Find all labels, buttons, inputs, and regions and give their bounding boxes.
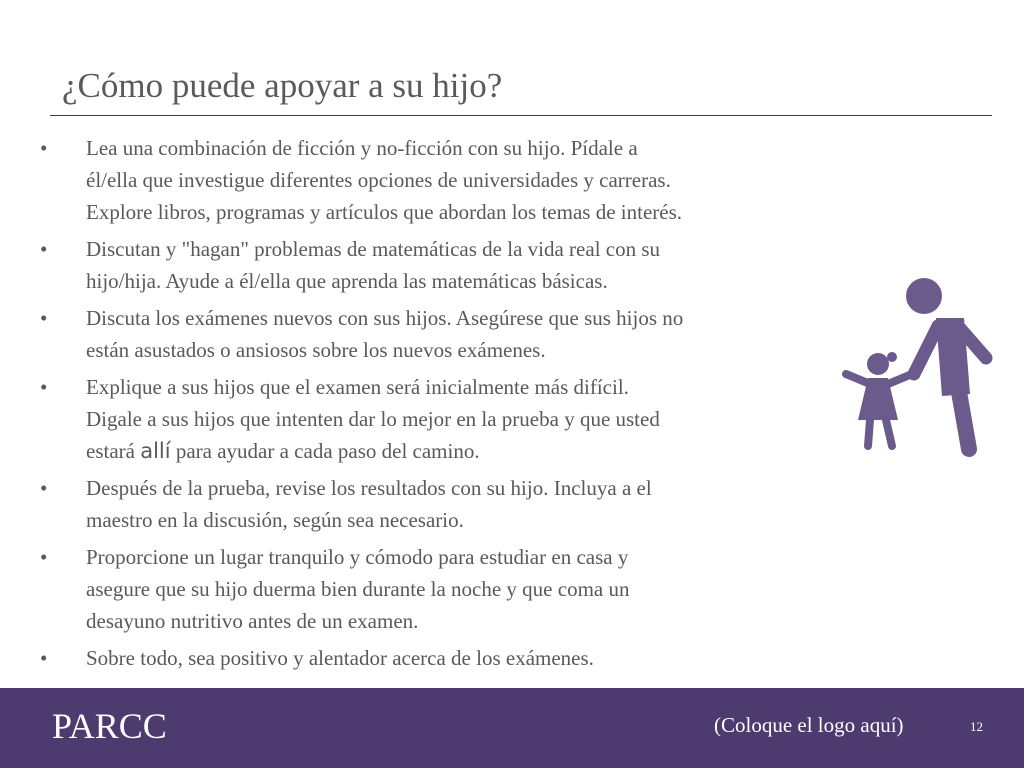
bullet-marker: • [40, 306, 48, 330]
bullet-line: asegure que su hijo duerma bien durante la noche y que coma un [86, 577, 630, 601]
bullet-line: Digale a sus hijos que intenten dar lo mejor en la prueba y que usted [86, 407, 660, 431]
bullet-line: Discuta los exámenes nuevos con sus hijos. Asegúrese que sus hijos no [86, 306, 684, 330]
bullet-line: hijo/hija. Ayude a él/ella que aprenda las matemáticas básicas. [86, 269, 608, 293]
bullet-line: Lea una combinación de ficción y no-ficción con su hijo. Pídale a [86, 136, 638, 160]
bullet-emphasis-word: allí [140, 439, 171, 463]
bullet-text-segment: estará [86, 439, 141, 463]
logo-placeholder-text: (Coloque el logo aquí) [714, 713, 904, 737]
bullet-item [40, 371, 830, 467]
bullet-line: desayuno nutritivo antes de un examen. [86, 609, 419, 633]
bullet-marker: • [40, 237, 48, 261]
bullet-item [40, 302, 830, 366]
bullet-list [40, 132, 830, 679]
bullet-line: Después de la prueba, revise los resultados con su hijo. Incluya a el [86, 476, 652, 500]
bullet-item [40, 132, 830, 228]
bullet-item [40, 233, 830, 297]
bullet-line: maestro en la discusión, según sea necesario. [86, 508, 464, 532]
bullet-line: él/ella que investigue diferentes opciones de universidades y carreras. [86, 168, 671, 192]
bullet-marker: • [40, 646, 48, 670]
bullet-marker: • [40, 136, 48, 160]
bullet-text-segment: para ayudar a cada paso del camino. [170, 439, 480, 463]
parcc-logo: PARCC [52, 706, 167, 746]
bullet-marker: • [40, 545, 48, 569]
slide-title: ¿Cómo puede apoyar a su hijo? [62, 66, 503, 105]
bullet-line: Discutan y "hagan" problemas de matemáticas de la vida real con su [86, 237, 661, 261]
bullet-item [40, 472, 830, 536]
bullet-item [40, 642, 830, 674]
bullet-line: están asustados o ansiosos sobre los nuevos exámenes. [86, 338, 546, 362]
bullet-line [86, 435, 830, 467]
bullet-item [40, 541, 830, 637]
bullet-marker: • [40, 476, 48, 500]
bullet-line: Explore libros, programas y artículos que abordan los temas de interés. [86, 200, 682, 224]
footer-bar [0, 688, 1024, 768]
parent-child-svg [836, 274, 998, 459]
bullet-marker: • [40, 375, 48, 399]
parent-child-icon [836, 274, 998, 459]
bullet-line: Proporcione un lugar tranquilo y cómodo para estudiar en casa y [86, 545, 629, 569]
title-divider [50, 115, 992, 116]
bullet-line: Sobre todo, sea positivo y alentador acerca de los exámenes. [86, 646, 594, 670]
bullet-line: Explique a sus hijos que el examen será inicialmente más difícil. [86, 375, 629, 399]
page-number: 12 [970, 719, 983, 734]
